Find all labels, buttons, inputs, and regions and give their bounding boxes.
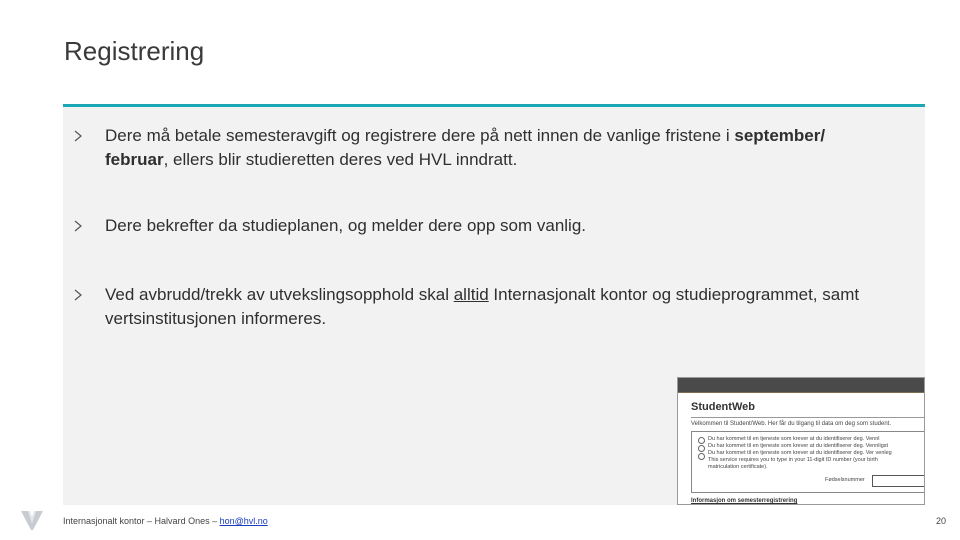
- studentweb-login-box: [691, 431, 925, 493]
- chevron-right-icon: [71, 129, 85, 143]
- bullet-text: [105, 283, 865, 331]
- bullet-segment-bold: september/ februar: [105, 126, 826, 169]
- studentweb-line: Du har kommet til en tjeneste som krever at du identifiserer deg. Vennligst: [708, 443, 889, 449]
- studentweb-id-field: [872, 475, 925, 487]
- slide-title: Registrering: [64, 36, 205, 66]
- bullet-segment: Ved avbrudd/trekk av utvekslingsopphold skal: [105, 285, 454, 304]
- bullet-text: [105, 214, 865, 238]
- studentweb-divider: [691, 417, 925, 418]
- studentweb-topbar: [678, 378, 924, 393]
- footer: [63, 516, 268, 526]
- radio-icon: [698, 453, 705, 460]
- footer-email-link[interactable]: hon@hvl.no: [219, 516, 268, 526]
- page-number: 20: [935, 516, 946, 526]
- chevron-right-icon: [71, 219, 85, 233]
- studentweb-screenshot: [677, 377, 925, 505]
- radio-icon: [698, 437, 705, 444]
- radio-icon: [698, 445, 705, 452]
- bullet-text: [105, 124, 865, 172]
- studentweb-field-label: Fødselsnummer: [825, 477, 865, 483]
- footer-text: Internasjonalt kontor – Halvard Ones –: [63, 516, 220, 526]
- studentweb-line: Du har kommet til en tjeneste som krever at du identifiserer deg. Ver venleg: [708, 450, 892, 456]
- studentweb-title: StudentWeb: [691, 401, 755, 413]
- bullet-segment: Dere må betale semesteravgift og registrere dere på nett innen de vanlige fristene i: [105, 126, 735, 145]
- studentweb-welcome: Velkommen til Student/Web. Her får du tilgang til data om deg som student.: [691, 421, 891, 427]
- bullet-segment: Internasjonalt kontor og studieprogrammet, samt vertsinstitusjonen informeres.: [105, 285, 860, 328]
- studentweb-line: matriculation certificate).: [708, 464, 768, 470]
- studentweb-info-link: Informasjon om semesterregistrering: [691, 498, 798, 504]
- bullet-segment: , ellers blir studieretten deres ved HVL inndratt.: [163, 150, 518, 169]
- chevron-right-icon: [71, 288, 85, 302]
- hvl-logo-icon: [20, 509, 44, 531]
- bullet-segment-underline: alltid: [453, 285, 489, 304]
- studentweb-line: This service requires you to type in your 11-digit ID number (your birth: [708, 457, 878, 463]
- studentweb-line: Du har kommet til en tjeneste som krever at du identifiserer deg. Vennl: [708, 436, 880, 442]
- bullet-segment: Dere bekrefter da studieplanen, og melder dere opp som vanlig.: [105, 216, 587, 235]
